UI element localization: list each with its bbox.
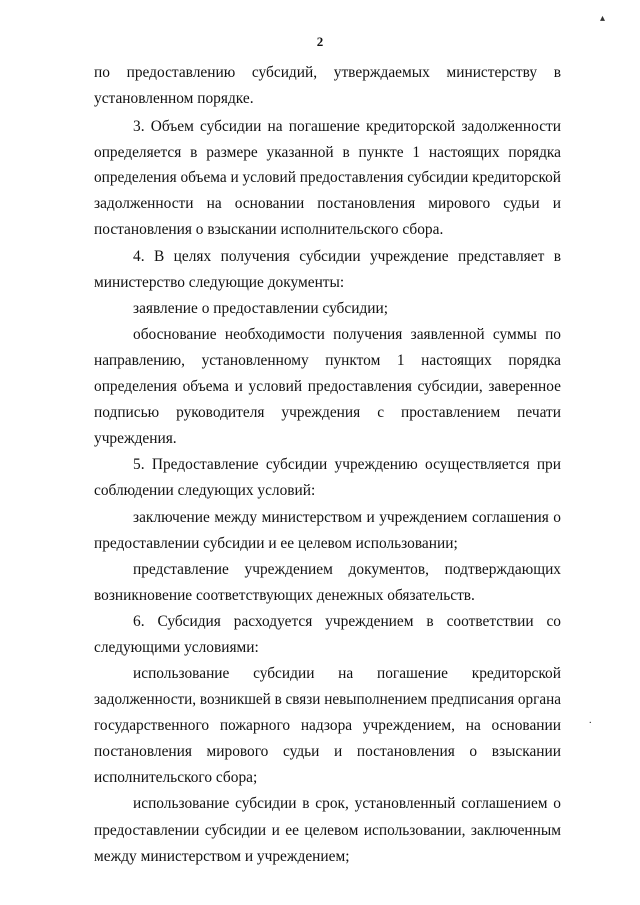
word: заключение между министерством и учреждением соглашения о — [133, 509, 561, 526]
text-line — [0, 88, 640, 110]
word: руководителя — [176, 404, 265, 421]
word: установленном порядке. — [94, 90, 254, 107]
word: мирового — [428, 195, 491, 212]
word: определяется — [94, 144, 182, 161]
word: использование — [133, 665, 230, 682]
word: и — [552, 195, 561, 212]
word: подписью — [94, 404, 160, 421]
word: порядка — [508, 144, 561, 161]
word: исполнительского сбора; — [94, 769, 258, 786]
word: между министерством и учреждением; — [94, 848, 350, 865]
word: документов, — [348, 561, 429, 578]
word: утверждаемых — [333, 64, 430, 81]
word: постановления о взыскании исполнительского сбора. — [94, 221, 444, 238]
word: 6. — [133, 613, 145, 630]
word: учреждения — [281, 404, 361, 421]
word: министерству — [446, 64, 538, 81]
word: обоснование необходимости получения заявленной суммы по — [133, 326, 561, 343]
word: печати — [517, 404, 561, 421]
word: субсидии — [253, 665, 315, 682]
word: учреждением — [325, 613, 414, 630]
word: государственного пожарного надзора учреждением, на основании — [94, 717, 561, 734]
text-line — [0, 428, 640, 450]
word: о — [469, 743, 478, 760]
word: субсидий, — [251, 64, 318, 81]
text-line — [0, 741, 640, 763]
word: судьи — [503, 195, 540, 212]
word: со — [546, 613, 561, 630]
text-line — [0, 533, 640, 555]
word: 1 — [396, 352, 405, 369]
word: на — [338, 665, 354, 682]
word: проставлением — [400, 404, 501, 421]
word: на — [206, 195, 222, 212]
text-line — [0, 637, 640, 659]
word: учреждения. — [94, 430, 177, 447]
text-line — [0, 480, 640, 502]
word: определения объема и условий предоставления субсидии кредиторской — [94, 169, 562, 186]
text-line — [0, 507, 640, 529]
word: 4. В целях получения субсидии учреждение представляет в — [133, 248, 561, 265]
word: с — [377, 404, 385, 421]
word: 1 — [412, 144, 421, 161]
text-line — [0, 167, 640, 189]
word: соответствии — [446, 613, 534, 630]
word: предоставлению — [126, 64, 236, 81]
word: заявление о предоставлении субсидии; — [133, 300, 389, 317]
text-line — [0, 559, 640, 581]
text-line — [0, 376, 640, 398]
word: кредиторской — [471, 665, 561, 682]
word: следующими условиями: — [94, 639, 259, 656]
word: в — [553, 64, 561, 81]
word: и — [334, 743, 343, 760]
word: определения объема и условий предоставления субсидии, заверенное — [94, 378, 561, 395]
word: в — [426, 613, 434, 630]
text-line — [0, 219, 640, 241]
text-line — [0, 298, 640, 320]
word: возникновение соответствующих денежных обязательств. — [94, 587, 475, 604]
text-line — [0, 454, 640, 476]
text-line — [0, 402, 640, 424]
word: в — [190, 144, 198, 161]
word: министерство следующие документы: — [94, 274, 345, 291]
word: представление — [133, 561, 229, 578]
text-line — [0, 793, 640, 815]
word: задолженности — [94, 195, 194, 212]
word: учреждением — [244, 561, 333, 578]
text-line — [0, 715, 640, 737]
word: по — [94, 64, 110, 81]
word: взыскании — [491, 743, 561, 760]
text-line — [0, 767, 640, 789]
word: расходуется — [233, 613, 313, 630]
word: настоящих — [421, 352, 492, 369]
text-line — [0, 585, 640, 607]
text-line — [0, 611, 640, 633]
word: постановления — [317, 195, 416, 212]
word: постановления — [94, 743, 192, 760]
word: предоставлении субсидии и ее целевом использовании; — [94, 535, 458, 552]
word: использование субсидии в срок, установленный соглашением о — [133, 795, 561, 812]
word: основании — [234, 195, 305, 212]
word: постановления — [356, 743, 455, 760]
text-line — [0, 324, 640, 346]
text-line — [0, 350, 640, 372]
text-line — [0, 116, 640, 138]
word: порядка — [508, 352, 561, 369]
word: пунктом — [325, 352, 381, 369]
text-line — [0, 820, 640, 842]
word: указанной — [266, 144, 334, 161]
margin-scan-dot: . — [589, 715, 592, 726]
text-line — [0, 272, 640, 294]
word: 5. Предоставление субсидии учреждению осуществляется при — [133, 456, 561, 473]
word: задолженности, возникшей в связи невыполнением предписания органа — [94, 691, 561, 708]
corner-scan-mark: ▴ — [600, 13, 606, 24]
word: размере — [206, 144, 258, 161]
word: судьи — [282, 743, 320, 760]
text-line — [0, 193, 640, 215]
word: мирового — [206, 743, 269, 760]
text-line — [0, 689, 640, 711]
word: в — [342, 144, 350, 161]
text-line — [0, 663, 640, 685]
text-line — [0, 142, 640, 164]
word: установленному — [201, 352, 309, 369]
word: пункте — [358, 144, 404, 161]
text-line — [0, 246, 640, 268]
word: соблюдении следующих условий: — [94, 482, 316, 499]
word: погашение — [376, 665, 449, 682]
text-line — [0, 62, 640, 84]
word: предоставлении субсидии и ее целевом использовании, заключенным — [94, 822, 561, 839]
word: подтверждающих — [444, 561, 561, 578]
page-number: 2 — [316, 34, 324, 49]
word: 3. Объем субсидии на погашение кредиторской задолженности — [133, 118, 561, 135]
text-line — [0, 846, 640, 868]
word: направлению, — [94, 352, 186, 369]
word: настоящих — [428, 144, 500, 161]
word: Субсидия — [157, 613, 221, 630]
